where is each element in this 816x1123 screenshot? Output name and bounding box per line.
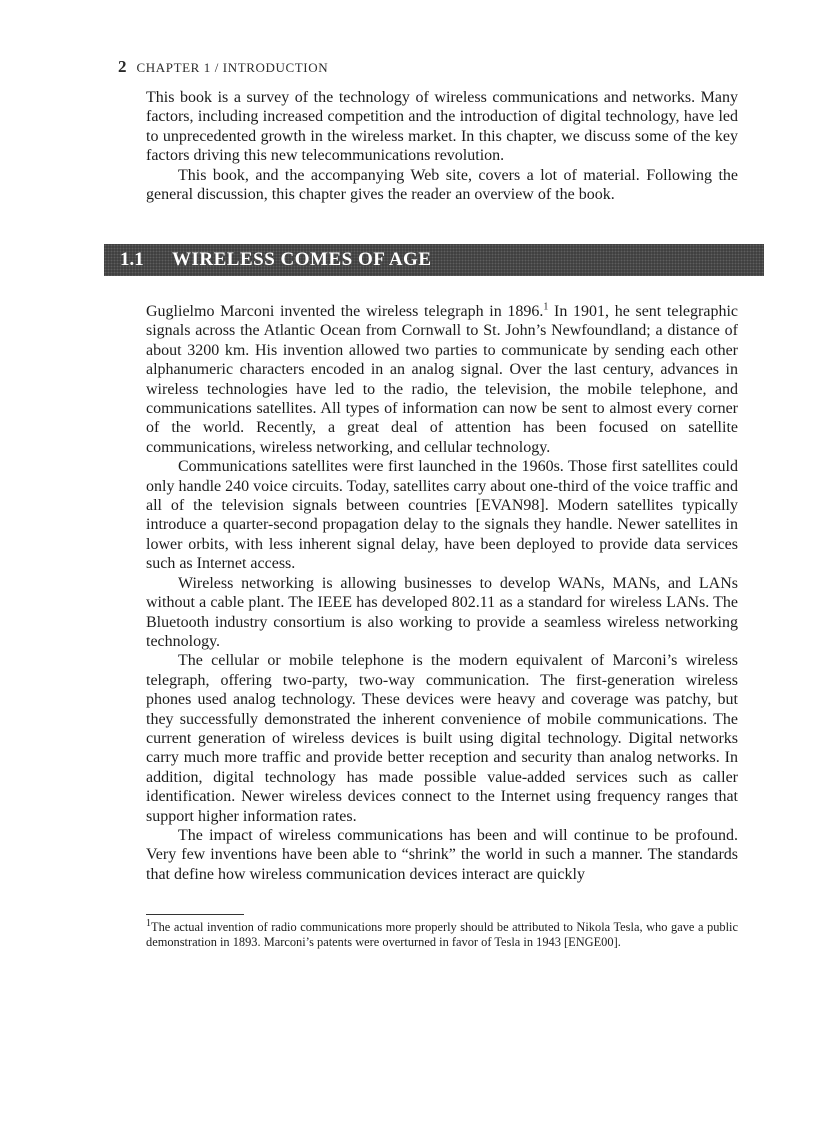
running-title: CHAPTER 1 / INTRODUCTION	[136, 60, 329, 75]
intro-paragraph: This book is a survey of the technology of wireless communications and networks. Many factors, including increased competition and the introduction of digital technology, have led to unprecedented growth in the wireless market. In this chapter, we discuss some of the key factors driving this new telecommunications revolution.	[146, 89, 738, 165]
section-heading-bar	[104, 244, 764, 276]
body-text-run: Guglielmo Marconi invented the wireless telegraph in 1896.	[146, 303, 544, 320]
intro-text	[146, 88, 738, 204]
footnote-reference: 1	[543, 301, 549, 313]
section-body	[146, 302, 738, 884]
intro-paragraph: This book, and the accompanying Web site, covers a lot of material. Following the general discussion, this chapter gives the reader an overview of the book.	[146, 166, 738, 204]
footnote-body: The actual invention of radio communications more properly should be attributed to Nikola Tesla, who gave a public demonstration in 1893. Marconi’s patents were overturned in favor of Tesla in 1943 [ENGE00].	[146, 920, 738, 950]
section-title: WIRELESS COMES OF AGE	[172, 249, 432, 270]
footnote-divider	[146, 914, 244, 915]
body-paragraph: Communications satellites were first launched in the 1960s. Those first satellites could only handle 240 voice circuits. Today, satellites carry about one-third of the voice traffic and all of the television signals between countries [EVAN98]. Modern satellites typically introduce a quarter-second propagation delay to the signals they handle. Newer satellites in lower orbits, with less inherent signal delay, have been deployed to provide data services such as Internet access.	[146, 458, 738, 573]
body-paragraph: The impact of wireless communications has been and will continue to be profound. Very few inventions have been able to “shrink” the world in such a manner. The standards that define how wireless communication devices interact are quickly	[146, 826, 738, 883]
section-number: 1.1	[120, 249, 144, 270]
running-head	[118, 57, 328, 77]
body-paragraph: The cellular or mobile telephone is the modern equivalent of Marconi’s wireless telegraph, offering two-party, two-way communication. The first-generation wireless phones used analog technology. These devices were heavy and coverage was patchy, but they successfully demonstrated the inherent convenience of mobile communications. The current generation of wireless devices is built using digital technology. Digital networks carry much more traffic and provide better reception and security than analog networks. In addition, digital technology has made possible value-added services such as caller identification. Newer wireless devices connect to the Internet using frequency ranges that support higher information rates.	[146, 652, 738, 825]
footnote-mark: 1	[146, 917, 151, 929]
body-paragraph: Wireless networking is allowing businesses to develop WANs, MANs, and LANs without a cable plant. The IEEE has developed 802.11 as a standard for wireless LANs. The Bluetooth industry consortium is also working to provide a seamless wireless networking technology.	[146, 574, 738, 650]
footnote-text	[146, 917, 738, 951]
body-text-run: In 1901, he sent telegraphic signals across the Atlantic Ocean from Cornwall to St. John’s Newfoundland; a distance of about 3200 km. His invention allowed two parties to communicate by sending each other alphanumeric characters encoded in an analog signal. Over the last century, advances in wireless technologies have led to the radio, the television, the mobile telephone, and communications satellites. All types of information can now be sent to almost every corner of the world. Recently, a great deal of attention has been focused on satellite communications, wireless networking, and cellular technology.	[146, 303, 738, 456]
footnote	[146, 917, 738, 951]
page-number: 2	[118, 57, 127, 76]
body-paragraph	[146, 302, 738, 457]
